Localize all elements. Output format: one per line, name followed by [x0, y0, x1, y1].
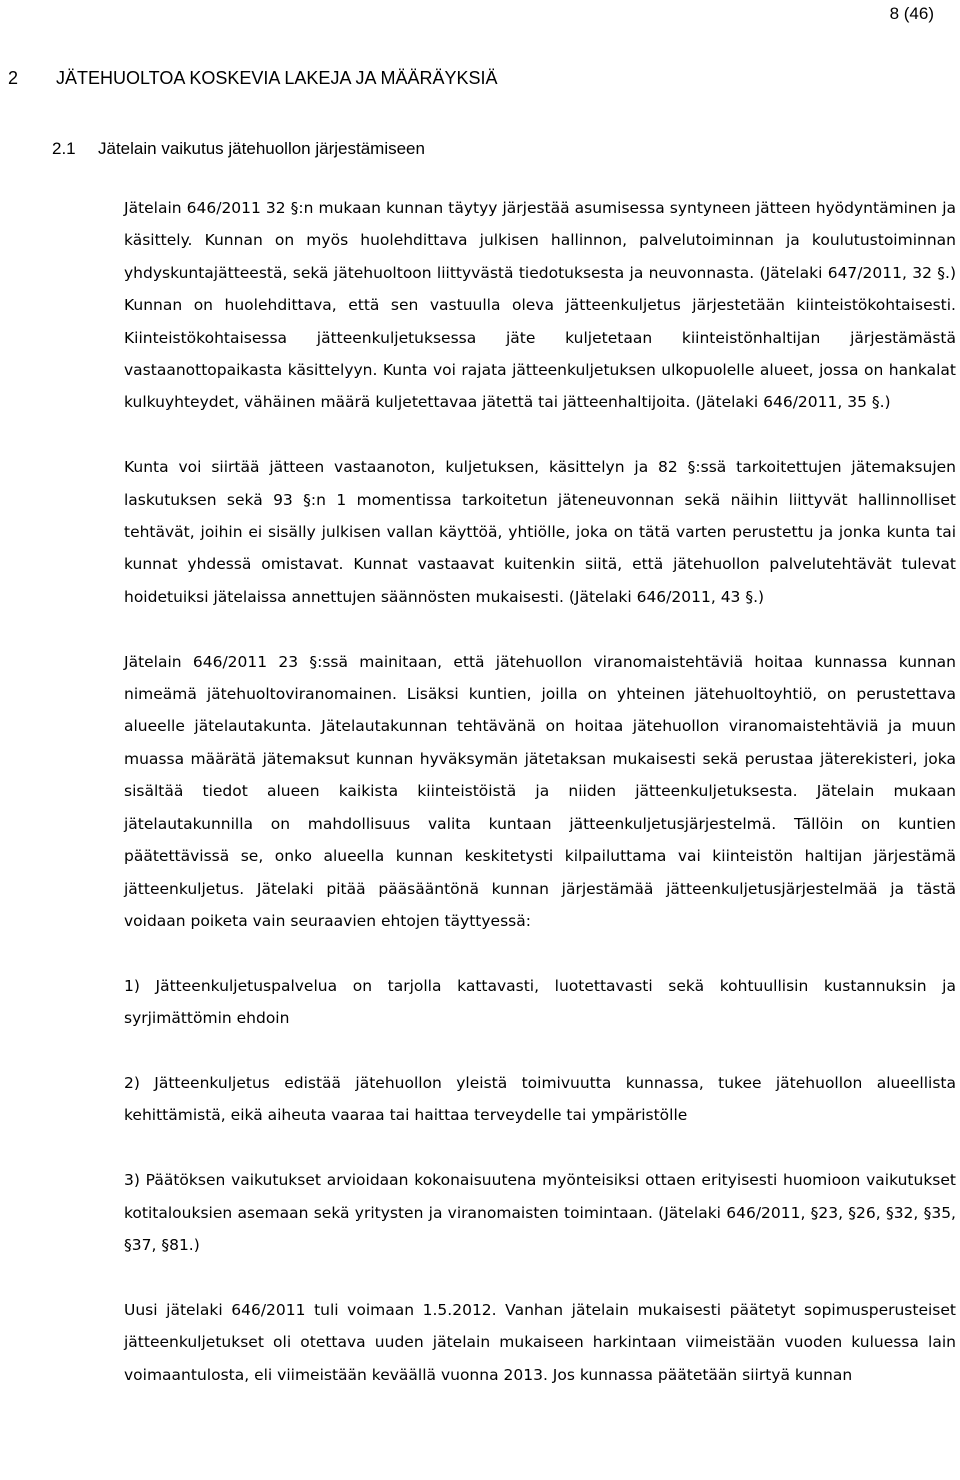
page-number: 8 (46): [889, 4, 934, 23]
subsection-title: Jätelain vaikutus jätehuollon järjestämiseen: [98, 139, 425, 158]
subsection-heading: [52, 139, 425, 159]
list-item: 3) Päätöksen vaikutukset arvioidaan kokonaisuutena myönteisiksi ottaen erityisesti huomioon vaikutukset kotitalouksien asemaan sekä yritysten ja viranomaisten toimintaan. (Jätelaki 646/2011, §23, §26, §32, §35, §37, §81.): [124, 1171, 956, 1254]
paragraph: Jätelain 646/2011 23 §:ssä mainitaan, että jätehuollon viranomaistehtäviä hoitaa kunnassa kunnan nimeämä jätehuoltoviranomainen. Lisäksi kuntien, joilla on yhteinen jätehuoltoyhtiö, on perustettava alueelle jätelautakunta. Jätelautakunnan tehtävänä on hoitaa jätehuollon viranomaistehtäviä ja muun muassa määrätä jätemaksut kunnan hyväksymän jätetaksan mukaisesti sekä perustaa jäterekisteri, joka sisältää tiedot alueen kaikista kiinteistöistä ja niiden jätteenkuljetuksesta. Jätelain mukaan jätelautakunnilla on mahdollisuus valita kuntaan jätteenkuljetusjärjestelmä. Tällöin on kuntien päätettävissä se, onko alueella kunnan keskitetysti kilpailuttama vai kiinteistön haltijan järjestämä jätteenkuljetus. Jätelaki pitää pääsääntönä kunnan järjestämää jätteenkuljetusjärjestelmää ja tästä voidaan poiketa vain seuraavien ehtojen täyttyessä:: [124, 652, 956, 930]
paragraph: Kunta voi siirtää jätteen vastaanoton, kuljetuksen, käsittelyn ja 82 §:ssä tarkoitettujen jätemaksujen laskutuksen sekä 93 §:n 1 momentissa tarkoitetun jäteneuvonnan sekä näihin liittyvät hallinnolliset tehtävät, joihin ei sisälly julkisen vallan käyttöä, yhtiölle, joka on tätä varten perustettu ja jonka kunta tai kunnat yhdessä omistavat. Kunnat vastaavat kuitenkin siitä, että jätehuollon palvelutehtävät tulevat hoidetuiksi jätelaissa annettujen säännösten mukaisesti. (Jätelaki 646/2011, 43 §.): [124, 458, 956, 606]
paragraph: Jätelain 646/2011 32 §:n mukaan kunnan täytyy järjestää asumisessa syntyneen jätteen hyödyntäminen ja käsittely. Kunnan on myös huolehdittava julkisen hallinnon, palvelutoiminnan ja koulutustoiminnan yhdyskuntajätteestä, sekä jätehuoltoon liittyvästä tiedotuksesta ja neuvonnasta. (Jätelaki 647/2011, 32 §.) Kunnan on huolehdittava, että sen vastuulla oleva jätteenkuljetus järjestetään kiinteistökohtaisesti. Kiinteistökohtaisessa jätteenkuljetuksessa jäte kuljetetaan kiinteistönhaltijan järjestämästä vastaanottopaikasta käsittelyyn. Kunta voi rajata jätteenkuljetuksen ulkopuolelle alueet, jossa on hankalat kulkuyhteydet, vähäinen määrä kuljetettavaa jätettä tai jätteenhaltijoita. (Jätelaki 646/2011, 35 §.): [124, 199, 956, 412]
section-heading: [8, 68, 498, 89]
body-text: [124, 192, 956, 1391]
list-item: 1) Jätteenkuljetuspalvelua on tarjolla kattavasti, luotettavasti sekä kohtuullisin kustannuksin ja syrjimättömin ehdoin: [124, 976, 956, 1028]
paragraph: Uusi jätelaki 646/2011 tuli voimaan 1.5.2012. Vanhan jätelain mukaisesti päätetyt sopimusperusteiset jätteenkuljetukset oli otettava uuden jätelain mukaiseen harkintaan viimeistään vuoden kuluessa lain voimaantulosta, eli viimeistään keväällä vuonna 2013. Jos kunnassa päätetään siirtyä kunnan: [124, 1300, 956, 1384]
section-number: 2: [8, 68, 19, 88]
list-item: 2) Jätteenkuljetus edistää jätehuollon yleistä toimivuutta kunnassa, tukee jätehuollon alueellista kehittämistä, eikä aiheuta vaaraa tai haittaa terveydelle tai ympäristölle: [124, 1073, 956, 1125]
section-title: JÄTEHUOLTOA KOSKEVIA LAKEJA JA MÄÄRÄYKSIÄ: [56, 68, 498, 88]
subsection-number: 2.1: [52, 139, 76, 158]
